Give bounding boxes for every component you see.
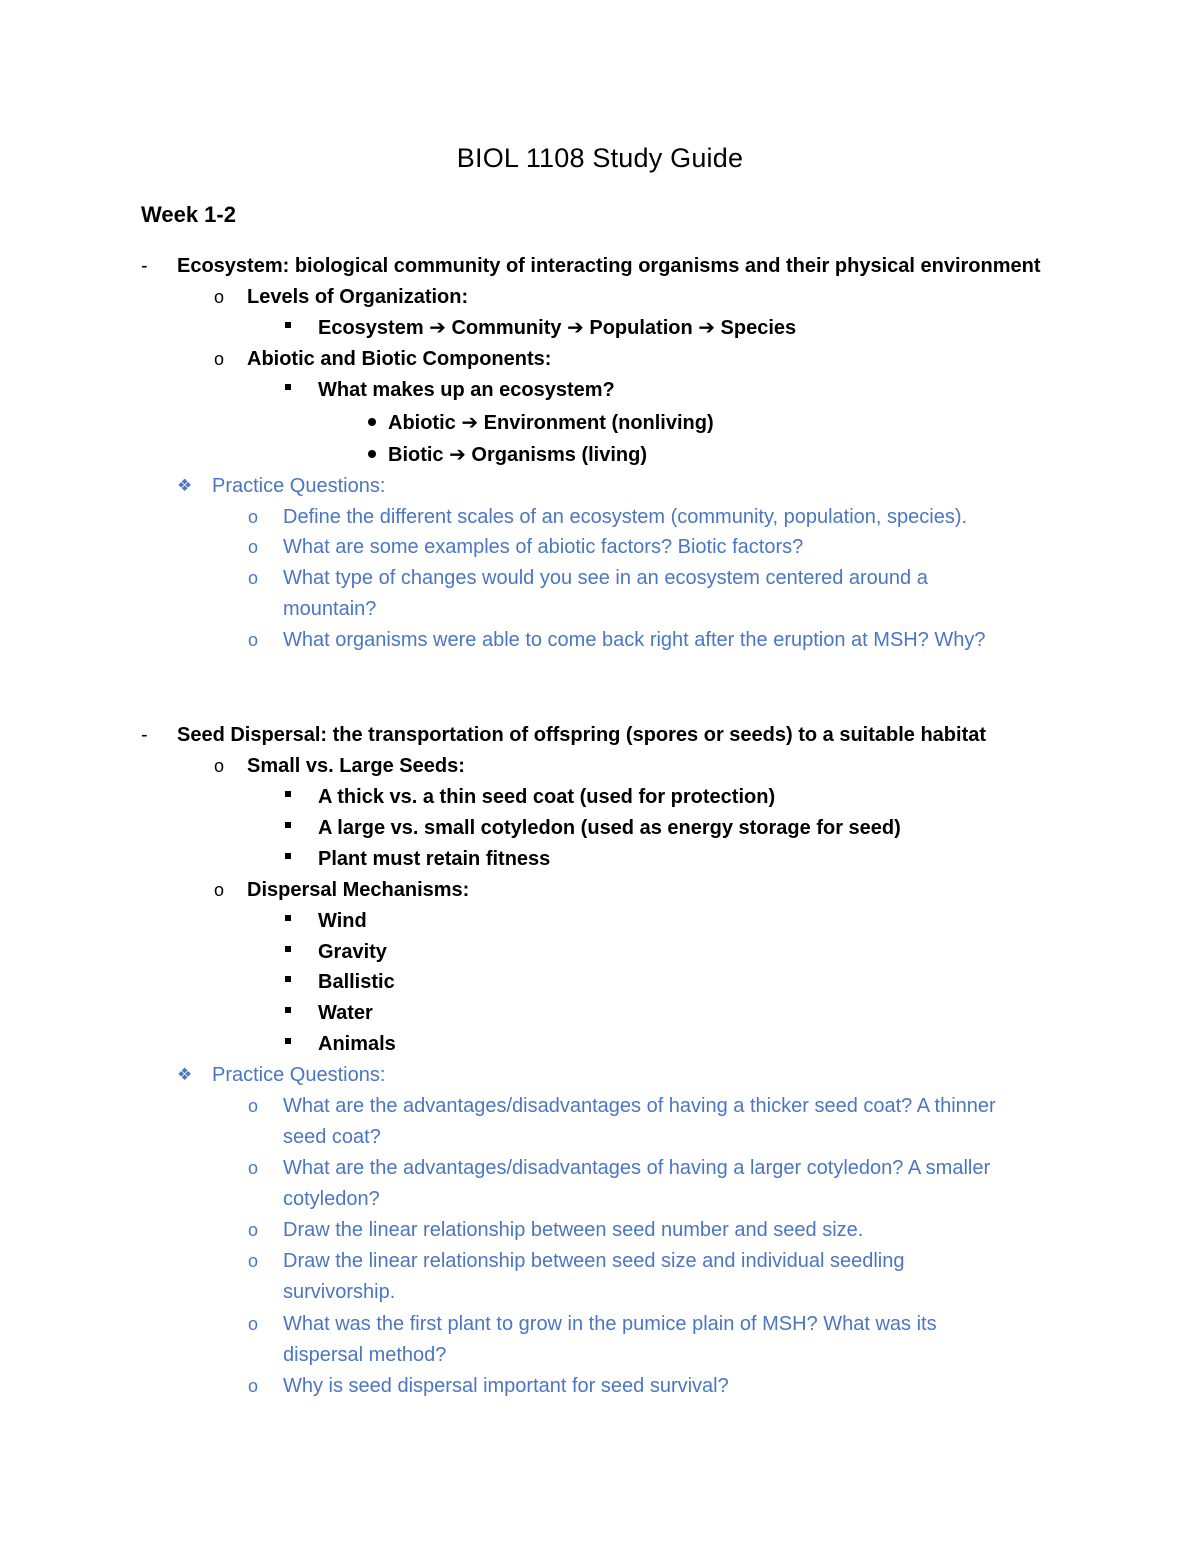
abiotic-biotic-label: Abiotic and Biotic Components:: [247, 348, 552, 370]
practice-question: What organisms were able to come back right after the eruption at MSH? Why?: [283, 629, 986, 651]
seed-sizes-label: Small vs. Large Seeds:: [247, 755, 465, 777]
practice-question: What are some examples of abiotic factors? Biotic factors?: [283, 536, 804, 558]
week-heading: Week 1-2: [141, 202, 236, 227]
practice-question: Draw the linear relationship between seed number and seed size.: [283, 1219, 864, 1241]
seed-size-item: Plant must retain fitness: [318, 848, 551, 870]
square-bullet: [285, 791, 291, 797]
ecosystem-definition: Ecosystem: biological community of interacting organisms and their physical environment: [177, 255, 1041, 277]
practice-question-continued: mountain?: [283, 598, 377, 620]
square-bullet: [285, 1007, 291, 1013]
circle-bullet: o: [248, 568, 259, 588]
practice-question-continued: dispersal method?: [283, 1344, 447, 1366]
circle-bullet: o: [248, 1220, 259, 1240]
circle-bullet: o: [214, 880, 225, 900]
circle-bullet: o: [214, 349, 225, 369]
circle-bullet: o: [214, 756, 225, 776]
page-title: BIOL 1108 Study Guide: [456, 143, 744, 173]
levels-of-organization-label: Levels of Organization:: [247, 286, 469, 308]
mechanism-item: Water: [318, 1002, 373, 1024]
square-bullet: [285, 822, 291, 828]
circle-bullet: o: [248, 1314, 259, 1334]
practice-question-continued: survivorship.: [283, 1281, 396, 1303]
seed-dispersal-definition: Seed Dispersal: the transportation of offspring (spores or seeds) to a suitable habitat: [177, 724, 987, 746]
levels-chain: Ecosystem ➔ Community ➔ Population ➔ Species: [318, 317, 797, 339]
square-bullet: [285, 1038, 291, 1044]
square-bullet: [285, 976, 291, 982]
square-bullet: [285, 946, 291, 952]
dash-bullet: -: [141, 255, 148, 277]
circle-bullet: o: [248, 1096, 259, 1116]
practice-question-continued: cotyledon?: [283, 1188, 380, 1210]
biotic-item: Biotic ➔ Organisms (living): [388, 444, 648, 466]
circle-bullet: o: [248, 1251, 259, 1271]
dot-bullet: [368, 450, 376, 458]
circle-bullet: o: [248, 507, 259, 527]
practice-question: What type of changes would you see in an ecosystem centered around a: [283, 567, 928, 589]
seed-size-item: A large vs. small cotyledon (used as energy storage for seed): [318, 817, 901, 839]
practice-question: Why is seed dispersal important for seed survival?: [283, 1375, 729, 1397]
circle-bullet: o: [214, 287, 225, 307]
circle-bullet: o: [248, 630, 259, 650]
ecosystem-question: What makes up an ecosystem?: [318, 379, 615, 401]
circle-bullet: o: [248, 1376, 259, 1396]
square-bullet: [285, 915, 291, 921]
square-bullet: [285, 322, 291, 328]
practice-question: What was the first plant to grow in the pumice plain of MSH? What was its: [283, 1313, 937, 1335]
practice-question-continued: seed coat?: [283, 1126, 381, 1148]
square-bullet: [285, 384, 291, 390]
dot-bullet: [368, 418, 376, 426]
mechanism-item: Gravity: [318, 941, 387, 963]
seed-size-item: A thick vs. a thin seed coat (used for protection): [318, 786, 776, 808]
practice-question: Define the different scales of an ecosystem (community, population, species).: [283, 506, 968, 528]
practice-question: What are the advantages/disadvantages of having a larger cotyledon? A smaller: [283, 1157, 991, 1179]
dispersal-mechanisms-label: Dispersal Mechanisms:: [247, 879, 470, 901]
square-bullet: [285, 853, 291, 859]
abiotic-item: Abiotic ➔ Environment (nonliving): [388, 412, 714, 434]
practice-question: What are the advantages/disadvantages of having a thicker seed coat? A thinner: [283, 1095, 996, 1117]
mechanism-item: Wind: [318, 910, 367, 932]
diamond-bullet-icon: ❖: [177, 476, 193, 495]
practice-questions-label: Practice Questions:: [212, 475, 386, 497]
circle-bullet: o: [248, 537, 259, 557]
practice-question: Draw the linear relationship between seed size and individual seedling: [283, 1250, 905, 1272]
diamond-bullet-icon: ❖: [177, 1065, 193, 1084]
mechanism-item: Animals: [318, 1033, 396, 1055]
dash-bullet: -: [141, 724, 148, 746]
practice-questions-label: Practice Questions:: [212, 1064, 386, 1086]
circle-bullet: o: [248, 1158, 259, 1178]
mechanism-item: Ballistic: [318, 971, 395, 993]
